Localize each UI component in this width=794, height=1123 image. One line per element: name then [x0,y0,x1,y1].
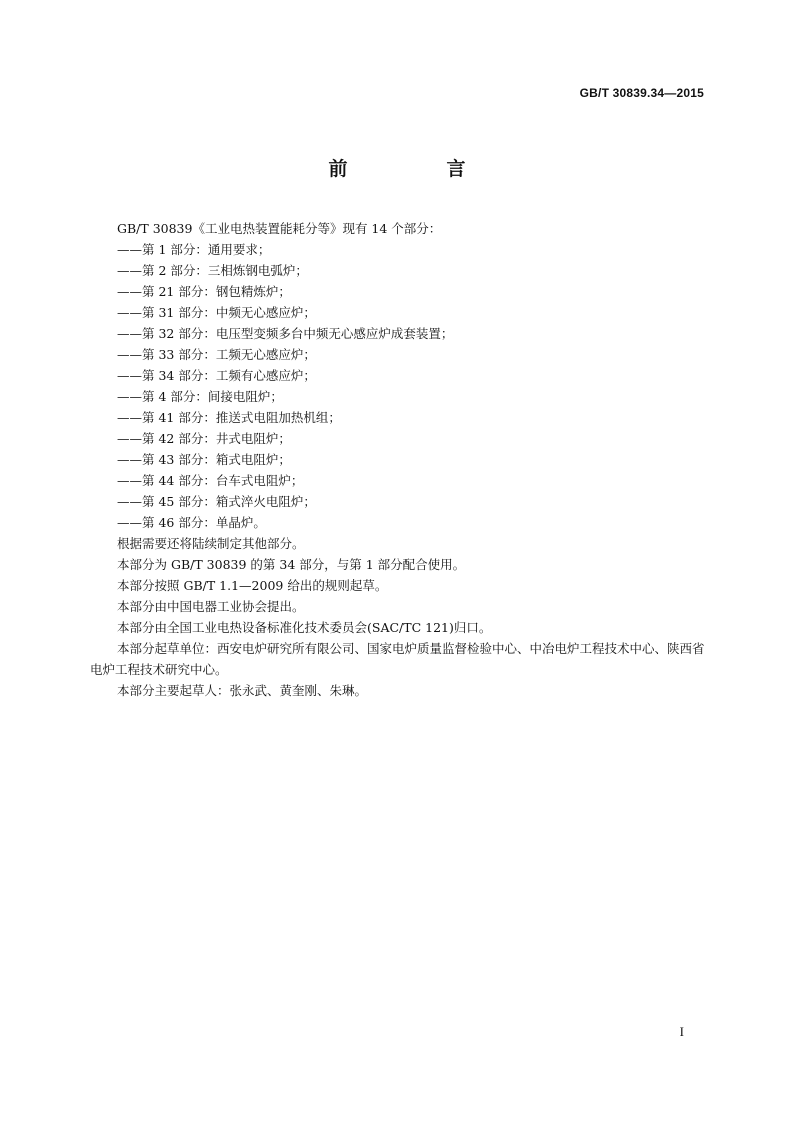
list-item: ——第 21 部分：钢包精炼炉； [117,284,291,299]
intro-paragraph: GB/T 30839《工业电热装置能耗分等》现有 14 个部分： [117,221,442,236]
list-item: ——第 31 部分：中频无心感应炉； [117,305,316,320]
list-item: ——第 34 部分：工频有心感应炉； [117,368,316,383]
foreword-body [90,218,710,701]
list-item: ——第 43 部分：箱式电阻炉； [117,452,291,467]
list-item: ——第 32 部分：电压型变频多台中频无心感应炉成套装置； [117,326,454,341]
list-item: ——第 33 部分：工频无心感应炉； [117,347,316,362]
list-item: ——第 1 部分：通用要求； [117,242,271,257]
drafting-units-paragraph: 本部分起草单位：西安电炉研究所有限公司、国家电炉质量监督检验中心、中冶电炉工程技术中心、陕西省电炉工程技术研究中心。 [90,641,705,677]
future-parts-paragraph: 根据需要还将陆续制定其他部分。 [117,536,305,551]
list-item: ——第 45 部分：箱式淬火电阻炉； [117,494,316,509]
list-item: ——第 41 部分：推送式电阻加热机组； [117,410,341,425]
parts-list [90,239,710,533]
drafters-paragraph: 本部分主要起草人：张永武、黄奎刚、朱琳。 [117,683,368,698]
standard-code: GB/T 30839.34—2015 [579,86,704,100]
proposed-by-paragraph: 本部分由中国电器工业协会提出。 [117,599,305,614]
list-item: ——第 42 部分：井式电阻炉； [117,431,291,446]
jurisdiction-paragraph: 本部分由全国工业电热设备标准化技术委员会(SAC/TC 121)归口。 [117,620,492,635]
drafting-rules-paragraph: 本部分按照 GB/T 1.1—2009 给出的规则起草。 [117,578,388,593]
page-number: I [679,1024,684,1039]
list-item: ——第 46 部分：单晶炉。 [117,515,266,530]
list-item: ——第 44 部分：台车式电阻炉； [117,473,304,488]
this-part-paragraph: 本部分为 GB/T 30839 的第 34 部分，与第 1 部分配合使用。 [117,557,466,572]
page-title: 前 言 [328,158,506,180]
list-item: ——第 2 部分：三相炼钢电弧炉； [117,263,308,278]
list-item: ——第 4 部分：间接电阻炉； [117,389,283,404]
